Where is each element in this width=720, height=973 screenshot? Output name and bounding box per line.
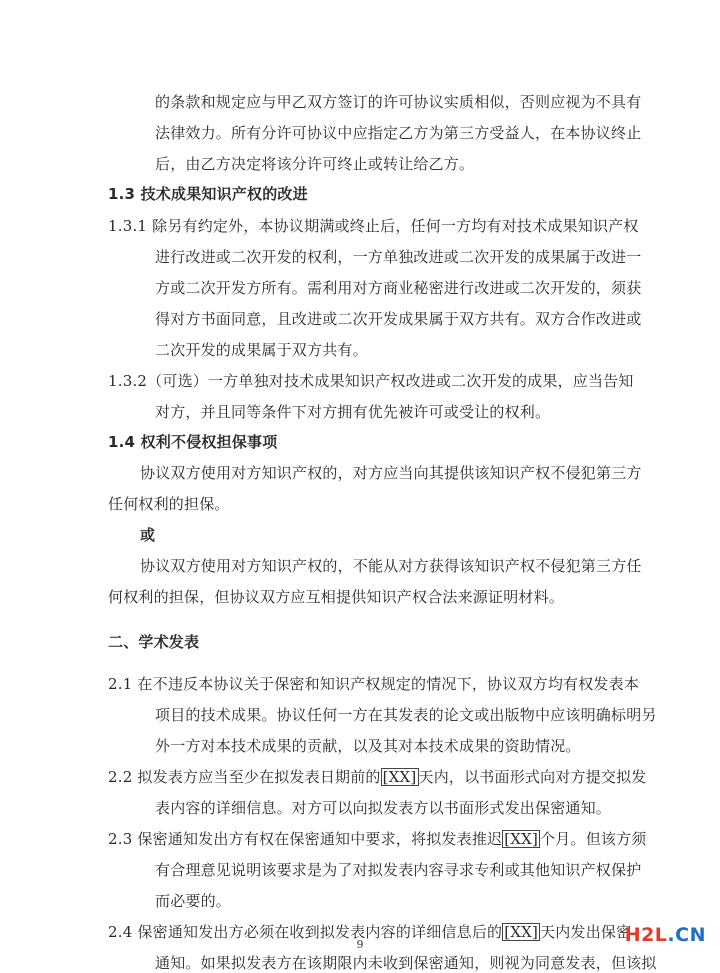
text-span: 天内，以书面形式向对方提交拟发 [418, 768, 647, 786]
section-heading-1-4: 1.4 权利不侵权担保事项 [108, 433, 278, 451]
text-line: 外一方对本技术成果的贡献，以及其对本技术成果的资助情况。 [155, 737, 581, 755]
text-line: 表内容的详细信息。对方可以向拟发表方以书面形式发出保密通知。 [155, 799, 612, 817]
text-line: 得对方书面同意，且改进或二次开发成果属于双方共有。双方合作改进或 [155, 310, 642, 328]
text-line: 2.1 在不违反本协议关于保密和知识产权规定的情况下，协议双方均有权发表本 [108, 675, 640, 693]
text-line: 二次开发的成果属于双方共有。 [155, 341, 368, 359]
text-line [108, 767, 647, 787]
text-line: 后，由乙方决定将该分许可终止或转让给乙方。 [155, 155, 475, 173]
text-line: 1.3.1 除另有约定外，本协议期满或终止后，任何一方均有对技术成果知识产权 [108, 217, 639, 235]
text-line: 对方，并且同等条件下对方拥有优先被许可或受让的权利。 [155, 403, 551, 421]
text-span: 天内发出保密 [540, 923, 632, 941]
text-line: 方或二次开发方所有。需利用对方商业秘密进行改进或二次开发的，须获 [155, 279, 642, 297]
placeholder-box: [XX] [504, 923, 539, 941]
text-span: 2.2 拟发表方应当至少在拟发表日期前的 [108, 768, 381, 786]
text-line: 法律效力。所有分许可协议中应指定乙方为第三方受益人，在本协议终止 [155, 124, 642, 142]
placeholder-box: [XX] [504, 830, 539, 848]
text-line: 进行改进或二次开发的权利，一方单独改进或二次开发的成果属于改进一 [155, 248, 642, 266]
text-span: 2.4 保密通知发出方必须在收到拟发表内容的详细信息后的 [108, 923, 503, 941]
text-line: 任何权利的担保。 [108, 495, 230, 513]
placeholder-box: [XX] [382, 768, 417, 786]
text-line: 协议双方使用对方知识产权的，不能从对方获得该知识产权不侵犯第三方任 [140, 557, 642, 575]
text-line: 何权利的担保，但协议双方应互相提供知识产权合法来源证明材料。 [108, 588, 565, 606]
text-span: 2.3 保密通知发出方有权在保密通知中要求，将拟发表推迟 [108, 830, 503, 848]
text-line: 协议双方使用对方知识产权的，对方应当向其提供该知识产权不侵犯第三方 [140, 464, 642, 482]
section-heading-1-3: 1.3 技术成果知识产权的改进 [108, 185, 308, 203]
watermark-logo [625, 924, 706, 946]
text-line [108, 829, 647, 849]
or-label: 或 [140, 526, 156, 544]
section-heading-2: 二、学术发表 [108, 633, 200, 651]
text-line: 通知。如果拟发表方在该期限内未收到保密通知，则视为同意发表，但该拟 [155, 954, 657, 972]
watermark-text: H2L [624, 924, 668, 946]
text-line: 有合理意见说明该要求是为了对拟发表内容寻求专利或其他知识产权保护 [155, 861, 642, 879]
text-span: 个月。但该方须 [540, 830, 647, 848]
text-line: 的条款和规定应与甲乙双方签订的许可协议实质相似，否则应视为不具有 [155, 93, 642, 111]
watermark-text: .CN [667, 924, 706, 946]
text-line: 1.3.2（可选）一方单独对技术成果知识产权改进或二次开发的成果，应当告知 [108, 372, 634, 390]
text-line: 而必要的。 [155, 892, 232, 910]
page-number: 9 [356, 938, 364, 951]
text-line: 项目的技术成果。协议任何一方在其发表的论文或出版物中应该明确标明另 [155, 706, 657, 724]
